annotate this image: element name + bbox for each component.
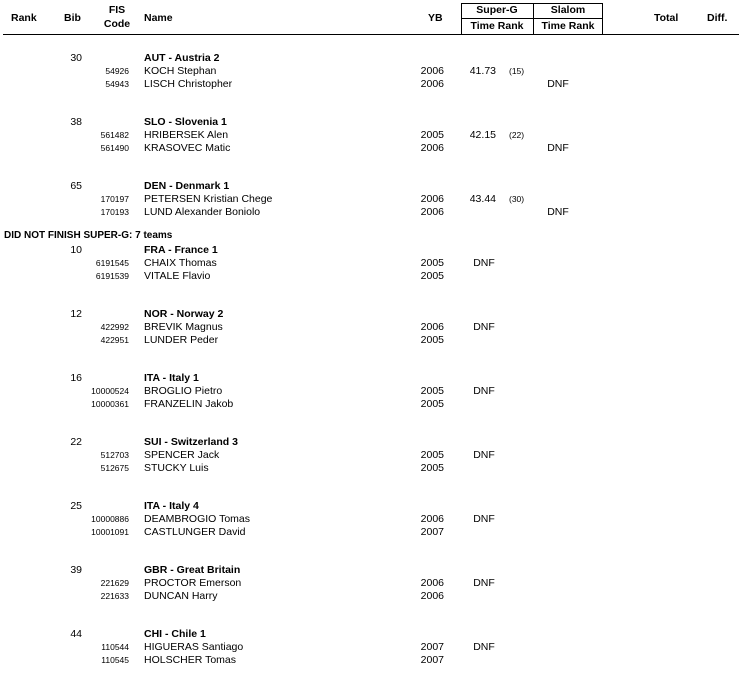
superg-rank: (30) bbox=[509, 194, 525, 204]
team-bib: 16 bbox=[70, 372, 82, 384]
year-of-birth: 2007 bbox=[420, 641, 444, 653]
fis-code: 10000361 bbox=[91, 399, 129, 409]
team-name: DEN - Denmark 1 bbox=[144, 180, 230, 192]
header-box-right bbox=[602, 3, 603, 34]
superg-result: DNF bbox=[473, 641, 495, 653]
fis-code: 561482 bbox=[100, 130, 129, 140]
header-box-divider bbox=[533, 3, 534, 34]
team-bib: 22 bbox=[70, 436, 82, 448]
fis-code: 6191545 bbox=[95, 258, 129, 268]
athlete-name: STUCKY Luis bbox=[144, 462, 209, 474]
athlete-name: PETERSEN Kristian Chege bbox=[144, 193, 273, 205]
athlete-name: CASTLUNGER David bbox=[144, 526, 246, 538]
superg-rank: (15) bbox=[509, 66, 525, 76]
athlete-name: HOLSCHER Tomas bbox=[144, 654, 236, 666]
athlete-name: BROGLIO Pietro bbox=[144, 385, 223, 397]
header-underline bbox=[3, 34, 739, 35]
header-diff: Diff. bbox=[707, 12, 728, 24]
team-bib: 10 bbox=[70, 244, 82, 256]
superg-result: DNF bbox=[473, 257, 495, 269]
team-name: FRA - France 1 bbox=[144, 244, 218, 256]
team-bib: 65 bbox=[70, 180, 82, 192]
fis-code: 561490 bbox=[100, 143, 129, 153]
fis-code: 54943 bbox=[105, 79, 129, 89]
superg-result: DNF bbox=[473, 449, 495, 461]
year-of-birth: 2005 bbox=[420, 334, 444, 346]
athlete-name: BREVIK Magnus bbox=[144, 321, 223, 333]
year-of-birth: 2005 bbox=[420, 462, 444, 474]
team-name: SUI - Switzerland 3 bbox=[144, 436, 238, 448]
athlete-name: FRANZELIN Jakob bbox=[144, 398, 234, 410]
header-slalom: Slalom bbox=[550, 4, 586, 16]
year-of-birth: 2006 bbox=[420, 513, 444, 525]
header-bib: Bib bbox=[64, 12, 81, 24]
team-bib: 25 bbox=[70, 500, 82, 512]
year-of-birth: 2006 bbox=[420, 577, 444, 589]
year-of-birth: 2006 bbox=[420, 78, 444, 90]
year-of-birth: 2006 bbox=[420, 65, 444, 77]
year-of-birth: 2005 bbox=[420, 449, 444, 461]
fis-code: 221629 bbox=[100, 578, 129, 588]
fis-code: 10000524 bbox=[91, 386, 129, 396]
fis-code: 221633 bbox=[100, 591, 129, 601]
header-yb: YB bbox=[428, 12, 443, 24]
athlete-name: VITALE Flavio bbox=[144, 270, 211, 282]
fis-code: 6191539 bbox=[95, 271, 129, 281]
superg-result: DNF bbox=[473, 513, 495, 525]
header-superg-sub: Time Rank bbox=[470, 20, 524, 32]
athlete-name: LISCH Christopher bbox=[144, 78, 233, 90]
fis-code: 512703 bbox=[100, 450, 129, 460]
superg-rank: (22) bbox=[509, 130, 525, 140]
header-slalom-sub: Time Rank bbox=[541, 20, 595, 32]
year-of-birth: 2007 bbox=[420, 654, 444, 666]
header-code: Code bbox=[103, 18, 131, 30]
athlete-name: KOCH Stephan bbox=[144, 65, 217, 77]
header-superg: Super-G bbox=[476, 4, 518, 16]
fis-code: 512675 bbox=[100, 463, 129, 473]
year-of-birth: 2006 bbox=[420, 590, 444, 602]
fis-code: 110544 bbox=[101, 642, 129, 652]
slalom-result: DNF bbox=[547, 78, 569, 90]
fis-code: 422951 bbox=[100, 335, 129, 345]
year-of-birth: 2005 bbox=[420, 385, 444, 397]
team-name: GBR - Great Britain bbox=[144, 564, 241, 576]
slalom-result: DNF bbox=[547, 206, 569, 218]
header-box-mid bbox=[461, 18, 603, 19]
superg-time: 42.15 bbox=[469, 129, 496, 141]
team-bib: 38 bbox=[70, 116, 82, 128]
fis-code: 110545 bbox=[101, 655, 129, 665]
athlete-name: DUNCAN Harry bbox=[144, 590, 218, 602]
team-bib: 39 bbox=[70, 564, 82, 576]
fis-code: 170197 bbox=[100, 194, 129, 204]
athlete-name: SPENCER Jack bbox=[144, 449, 220, 461]
athlete-name: DEAMBROGIO Tomas bbox=[144, 513, 250, 525]
athlete-name: KRASOVEC Matic bbox=[144, 142, 231, 154]
fis-code: 10000886 bbox=[91, 514, 129, 524]
year-of-birth: 2006 bbox=[420, 206, 444, 218]
team-bib: 30 bbox=[70, 52, 82, 64]
year-of-birth: 2005 bbox=[420, 257, 444, 269]
fis-code: 10001091 bbox=[91, 527, 129, 537]
fis-code: 54926 bbox=[105, 66, 129, 76]
superg-time: 43.44 bbox=[469, 193, 496, 205]
team-bib: 44 bbox=[70, 628, 82, 640]
year-of-birth: 2005 bbox=[420, 270, 444, 282]
superg-time: 41.73 bbox=[469, 65, 496, 77]
header-box-top bbox=[461, 3, 603, 4]
superg-result: DNF bbox=[473, 321, 495, 333]
year-of-birth: 2005 bbox=[420, 129, 444, 141]
superg-result: DNF bbox=[473, 577, 495, 589]
athlete-name: LUND Alexander Boniolo bbox=[144, 206, 261, 218]
header-rank: Rank bbox=[11, 12, 37, 24]
year-of-birth: 2006 bbox=[420, 321, 444, 333]
year-of-birth: 2006 bbox=[420, 193, 444, 205]
year-of-birth: 2007 bbox=[420, 526, 444, 538]
team-name: NOR - Norway 2 bbox=[144, 308, 224, 320]
team-name: ITA - Italy 1 bbox=[144, 372, 199, 384]
header-name: Name bbox=[144, 12, 173, 24]
team-name: CHI - Chile 1 bbox=[144, 628, 206, 640]
header-box-left bbox=[461, 3, 462, 34]
year-of-birth: 2005 bbox=[420, 398, 444, 410]
athlete-name: HRIBERSEK Alen bbox=[144, 129, 229, 141]
slalom-result: DNF bbox=[547, 142, 569, 154]
athlete-name: LUNDER Peder bbox=[144, 334, 219, 346]
header-fis: FIS bbox=[108, 4, 126, 16]
year-of-birth: 2006 bbox=[420, 142, 444, 154]
athlete-name: HIGUERAS Santiago bbox=[144, 641, 244, 653]
athlete-name: PROCTOR Emerson bbox=[144, 577, 242, 589]
section-dnf-superg: DID NOT FINISH SUPER-G: 7 teams bbox=[4, 230, 173, 241]
superg-result: DNF bbox=[473, 385, 495, 397]
fis-code: 422992 bbox=[100, 322, 129, 332]
team-bib: 12 bbox=[70, 308, 82, 320]
athlete-name: CHAIX Thomas bbox=[144, 257, 217, 269]
header-total: Total bbox=[654, 12, 679, 24]
team-name: SLO - Slovenia 1 bbox=[144, 116, 227, 128]
team-name: AUT - Austria 2 bbox=[144, 52, 220, 64]
fis-code: 170193 bbox=[100, 207, 129, 217]
team-name: ITA - Italy 4 bbox=[144, 500, 199, 512]
